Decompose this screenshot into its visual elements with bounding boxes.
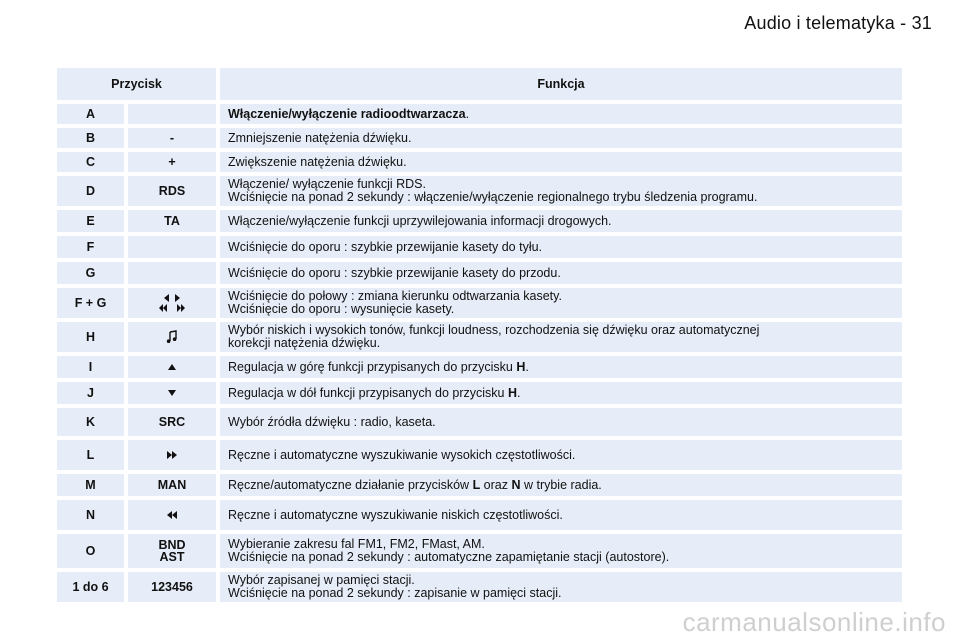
row-key: O [57,534,124,568]
row-symbol: + [128,152,216,172]
header-function: Funkcja [220,68,902,100]
desc-tail: . [525,359,529,374]
desc-bold: H [508,385,518,400]
desc-line: Włączenie/ wyłączenie funkcji RDS. [228,177,426,191]
desc-bold: H [516,359,526,374]
row-description [220,262,902,284]
row-description [220,382,902,404]
desc-line: Ręczne i automatyczne wyszukiwanie niskich częstotliwości. [228,507,563,522]
row-key: M [57,474,124,496]
row-key: A [57,104,124,124]
row-description [220,176,902,206]
desc-lead: Regulacja w dół funkcji przypisanych do przycisku [228,385,508,400]
row-symbol [128,382,216,404]
row-description [220,210,902,232]
row-description [220,104,902,124]
row-symbol: - [128,128,216,148]
row-key: E [57,210,124,232]
watermark: carmanualsonline.info [682,607,946,637]
row-description [220,152,902,172]
row-symbol [128,500,216,530]
row-description [220,572,902,602]
desc-bold: Włączenie/wyłączenie radioodtwarzacza [228,106,466,121]
desc-line: Zwiększenie natężenia dźwięku. [228,154,407,169]
row-key: K [57,408,124,436]
fast-forward-icon [166,450,178,460]
arrow-left-right-icon [162,293,182,303]
row-symbol: MAN [128,474,216,496]
desc-line: Wciśnięcie do oporu : wysunięcie kasety. [228,302,455,316]
up-arrow-icon [167,363,177,371]
row-description [220,322,902,352]
desc-line: Wybór zapisanej w pamięci stacji. [228,573,415,587]
row-key: F + G [57,288,124,318]
row-key: J [57,382,124,404]
symbol-line: BND [158,538,186,552]
rewind-icon [166,510,178,520]
desc-line: Wybór niskich i wysokich tonów, funkcji loudness, rozchodzenia się dźwięku oraz automatycznej [228,323,760,337]
desc-line: Wciśnięcie na ponad 2 sekundy : włączenie/wyłączenie regionalnego trybu śledzenia programu. [228,190,758,204]
desc-mid: oraz [480,477,512,492]
row-symbol [128,440,216,470]
desc-line: Wybór źródła dźwięku : radio, kaseta. [228,414,436,429]
row-description [220,128,902,148]
row-symbol [128,262,216,284]
row-description [220,500,902,530]
row-symbol: 123456 [128,572,216,602]
row-symbol: RDS [128,176,216,206]
row-symbol [128,236,216,258]
row-description [220,236,902,258]
desc-line: Wciśnięcie do połowy : zmiana kierunku odtwarzania kasety. [228,289,562,303]
desc-bold-2: N [511,477,521,492]
row-key: B [57,128,124,148]
row-key: F [57,236,124,258]
desc-lead: Regulacja w górę funkcji przypisanych do przycisku [228,359,517,374]
row-symbol: SRC [128,408,216,436]
row-symbol [128,104,216,124]
row-description [220,440,902,470]
row-symbol [128,534,216,568]
desc-tail: w trybie radia. [520,477,602,492]
row-description [220,356,902,378]
desc-line: Ręczne i automatyczne wyszukiwanie wysokich częstotliwości. [228,447,576,462]
row-description [220,534,902,568]
row-key: 1 do 6 [57,572,124,602]
double-arrow-left-right-icon [159,303,185,313]
symbol-line: AST [159,550,185,564]
desc-line: Włączenie/wyłączenie funkcji uprzywilejowania informacji drogowych. [228,213,612,228]
row-key: C [57,152,124,172]
desc-tail: . [465,106,470,121]
row-key: D [57,176,124,206]
music-note-icon [165,330,179,344]
desc-line: Zmniejszenie natężenia dźwięku. [228,130,412,145]
row-symbol [128,322,216,352]
row-symbol [128,356,216,378]
header-key: Przycisk [57,68,216,100]
row-key: L [57,440,124,470]
desc-lead: Ręczne/automatyczne działanie przycisków [228,477,473,492]
row-key: N [57,500,124,530]
row-symbol: TA [128,210,216,232]
page-header: Audio i telematyka - 31 [744,13,932,33]
desc-line: Wciśnięcie na ponad 2 sekundy : zapisanie w pamięci stacji. [228,586,562,600]
row-key: I [57,356,124,378]
desc-line: Wybieranie zakresu fal FM1, FM2, FMast, AM. [228,537,485,551]
desc-line: korekcji natężenia dźwięku. [228,336,381,350]
row-description [220,408,902,436]
button-function-table [57,68,902,602]
row-symbol [128,288,216,318]
desc-line: Wciśnięcie do oporu : szybkie przewijanie kasety do przodu. [228,265,561,280]
desc-line: Wciśnięcie na ponad 2 sekundy : automatyczne zapamiętanie stacji (autostore). [228,550,670,564]
down-arrow-icon [167,389,177,397]
row-key: H [57,322,124,352]
row-description [220,474,902,496]
desc-bold: L [472,477,481,492]
desc-tail: . [517,385,521,400]
row-key: G [57,262,124,284]
desc-line: Wciśnięcie do oporu : szybkie przewijanie kasety do tyłu. [228,239,543,254]
row-description [220,288,902,318]
